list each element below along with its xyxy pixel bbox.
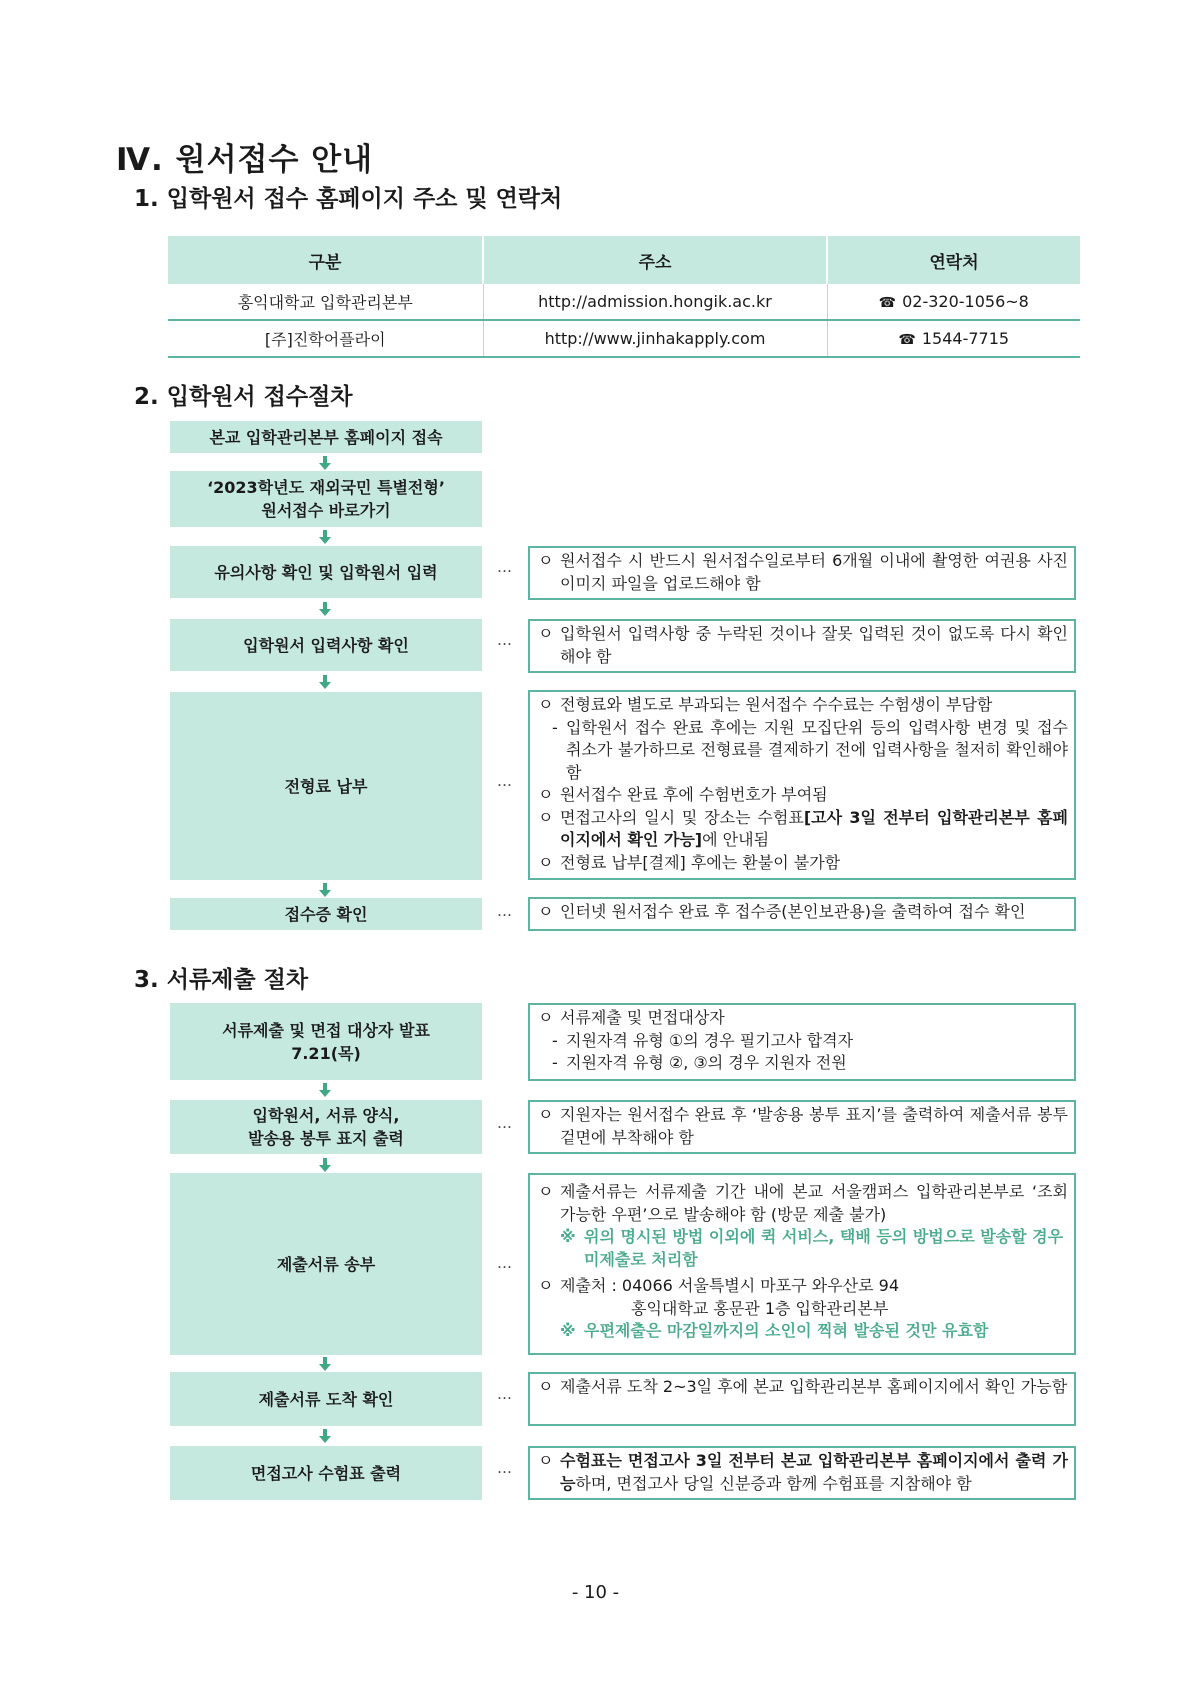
down-arrow-icon [318, 1083, 332, 1099]
bullet-icon: ㅇ [538, 807, 554, 827]
note-text: 제출처 : 04066 서울특별시 마포구 와우산로 94 [560, 1276, 900, 1295]
bullet-icon: ㅇ [538, 1008, 554, 1027]
section-title: Ⅳ. 원서접수 안내 [116, 142, 374, 178]
flow-step-input: 유의사항 확인 및 입학원서 입력 [170, 546, 482, 598]
note-text-part: 에 안내됨 [702, 830, 770, 849]
note-text: 원서접수 완료 후에 수험번호가 부여됨 [560, 785, 828, 804]
note-text: 지원자는 원서접수 완료 후 ‘발송용 봉투 표지’를 출력하여 제출서류 봉투 겉면에 부착해야 함 [560, 1105, 1068, 1147]
phone-number: 1544-7715 [921, 329, 1010, 348]
table-row [168, 284, 1080, 320]
note-subtext: 입학원서 접수 완료 후에는 지원 모집단위 등의 입력사항 변경 및 접수 취소가 불가하므로 전형료를 결제하기 전에 입력사항을 철저히 확인해야 함 [566, 717, 1068, 782]
note-box [528, 897, 1076, 931]
note-subtext: 지원자격 유형 ②, ③의 경우 지원자 전원 [566, 1053, 847, 1072]
bullet-icon: ㅇ [538, 902, 554, 921]
subsection-title-2: 2. 입학원서 접수절차 [134, 384, 353, 410]
phone-icon: ☎ [878, 295, 897, 311]
url-cell[interactable]: http://admission.hongik.ac.kr [483, 284, 827, 320]
down-arrow-icon [318, 530, 332, 546]
down-arrow-icon [318, 602, 332, 618]
url-cell[interactable]: http://www.jinhakapply.com [483, 320, 827, 357]
subsection-title-3: 3. 서류제출 절차 [134, 967, 309, 993]
note-box [528, 619, 1076, 673]
col-header-category: 구분 [168, 236, 483, 284]
note-text [560, 807, 1068, 852]
flow-step-announce [170, 1003, 482, 1080]
flow-step-receipt: 접수증 확인 [170, 898, 482, 930]
flow-step-ticket: 면접고사 수험표 출력 [170, 1446, 482, 1500]
note-address-line: 홍익대학교 홍문관 1층 입학관리본부 [631, 1298, 889, 1318]
bullet-icon: ㅇ [538, 695, 554, 714]
note-box [528, 1173, 1076, 1355]
note-box [528, 1446, 1076, 1500]
down-arrow-icon [318, 1429, 332, 1445]
note-subtext: 지원자격 유형 ①의 경우 필기고사 합격자 [566, 1030, 854, 1050]
note-text: 제출서류 도착 2~3일 후에 본교 입학관리본부 홈페이지에서 확인 가능함 [560, 1377, 1068, 1396]
note-text-bold: 수험표는 면접고사 3일 전부터 본교 입학관리본부 홈페이지에서 출력 가능 [560, 1451, 1068, 1493]
leader-dots: … [497, 1459, 511, 1477]
note-text: 입학원서 입력사항 중 누락된 것이나 잘못 입력된 것이 없도록 다시 확인해야 함 [560, 624, 1068, 666]
flow-step-fee: 전형료 납부 [170, 692, 482, 880]
bullet-icon: ㅇ [538, 624, 554, 643]
reference-mark: ※ [560, 1227, 576, 1246]
leader-dots: … [497, 631, 511, 649]
col-header-contact: 연락처 [827, 236, 1080, 284]
page-number: - 10 - [571, 1582, 620, 1603]
note-text: 원서접수 시 반드시 원서접수일로부터 6개월 이내에 촬영한 여권용 사진 이미지 파일을 업로드해야 함 [560, 551, 1068, 593]
flow-step-line: 7.21(목) [291, 1043, 361, 1063]
dash-marker: - [552, 1030, 558, 1050]
flow-step-line: 발송용 봉투 표지 출력 [248, 1129, 404, 1148]
bullet-icon: ㅇ [538, 1105, 554, 1124]
note-box [528, 1003, 1076, 1081]
reference-mark: ※ [560, 1321, 576, 1340]
bullet-icon: ㅇ [538, 785, 554, 804]
phone-number: 02-320-1056~8 [902, 292, 1029, 311]
phone-icon: ☎ [898, 332, 916, 348]
note-text: 서류제출 및 면접대상자 [560, 1008, 725, 1027]
note-text-part: 하며, 면접고사 당일 신분증과 함께 수험표를 지참해야 함 [575, 1473, 972, 1493]
bullet-icon: ㅇ [538, 551, 554, 570]
down-arrow-icon [318, 456, 332, 472]
note-text: 전형료 납부[결제] 후에는 환불이 불가함 [560, 852, 841, 872]
note-text-bold: [고사 3일 전부터 입학관리본부 홈페이지에서 확인 가능] [560, 807, 1068, 849]
org-cell: 홍익대학교 입학관리본부 [168, 284, 483, 320]
flow-step-shortcut [170, 471, 482, 527]
note-text-part: 면접고사의 일시 및 장소는 수험표 [560, 807, 804, 827]
bullet-icon: ㅇ [538, 1276, 554, 1295]
down-arrow-icon [318, 1357, 332, 1373]
leader-dots: … [497, 1114, 511, 1132]
note-text [560, 1450, 1068, 1495]
note-box [528, 546, 1076, 600]
note-text: 인터넷 원서접수 완료 후 접수증(본인보관용)을 출력하여 접수 확인 [560, 902, 1026, 921]
note-text: 전형료와 별도로 부과되는 원서접수 수수료는 수험생이 부담함 [560, 695, 993, 714]
org-cell: [주]진학어플라이 [168, 320, 483, 357]
leader-dots: … [497, 902, 511, 920]
bullet-icon: ㅇ [538, 852, 554, 872]
flow-step-line: 원서접수 바로가기 [261, 501, 391, 520]
down-arrow-icon [318, 675, 332, 691]
subsection-title-1: 1. 입학원서 접수 홈페이지 주소 및 연락처 [134, 186, 563, 212]
flow-step-homepage: 본교 입학관리본부 홈페이지 접속 [170, 421, 482, 453]
contact-table [168, 236, 1080, 358]
leader-dots: … [497, 772, 511, 790]
flow-step-forms [170, 1100, 482, 1154]
note-reference: 위의 명시된 방법 이외에 퀵 서비스, 택배 등의 방법으로 발송할 경우 미제출로 처리함 [584, 1227, 1064, 1269]
flow-step-line: 입학원서, 서류 양식, [252, 1106, 400, 1125]
flow-step-verify: 입학원서 입력사항 확인 [170, 619, 482, 671]
bullet-icon: ㅇ [538, 1182, 554, 1201]
flow-step-send: 제출서류 송부 [170, 1173, 482, 1355]
down-arrow-icon [318, 883, 332, 899]
down-arrow-icon [318, 1158, 332, 1174]
table-row [168, 320, 1080, 357]
flow-step-line: 서류제출 및 면접 대상자 발표 [222, 1020, 430, 1040]
leader-dots: … [497, 558, 511, 576]
flow-step-line: ‘2023학년도 재외국민 특별전형’ [207, 478, 445, 497]
phone-cell [827, 284, 1080, 320]
leader-dots: … [497, 1254, 511, 1272]
dash-marker: - [552, 717, 558, 737]
bullet-icon: ㅇ [538, 1451, 554, 1470]
note-text: 제출서류는 서류제출 기간 내에 본교 서울캠퍼스 입학관리본부로 ‘조회 가능한 우편’으로 발송해야 함 (방문 제출 불가) [560, 1182, 1068, 1224]
note-reference: 우편제출은 마감일까지의 소인이 찍혀 발송된 것만 유효함 [584, 1321, 989, 1340]
note-box [528, 690, 1076, 880]
leader-dots: … [497, 1385, 511, 1403]
col-header-address: 주소 [483, 236, 827, 284]
note-box [528, 1372, 1076, 1426]
flow-step-arrival: 제출서류 도착 확인 [170, 1372, 482, 1426]
phone-cell [827, 320, 1080, 357]
bullet-icon: ㅇ [538, 1377, 554, 1396]
dash-marker: - [552, 1053, 558, 1072]
note-box [528, 1100, 1076, 1154]
